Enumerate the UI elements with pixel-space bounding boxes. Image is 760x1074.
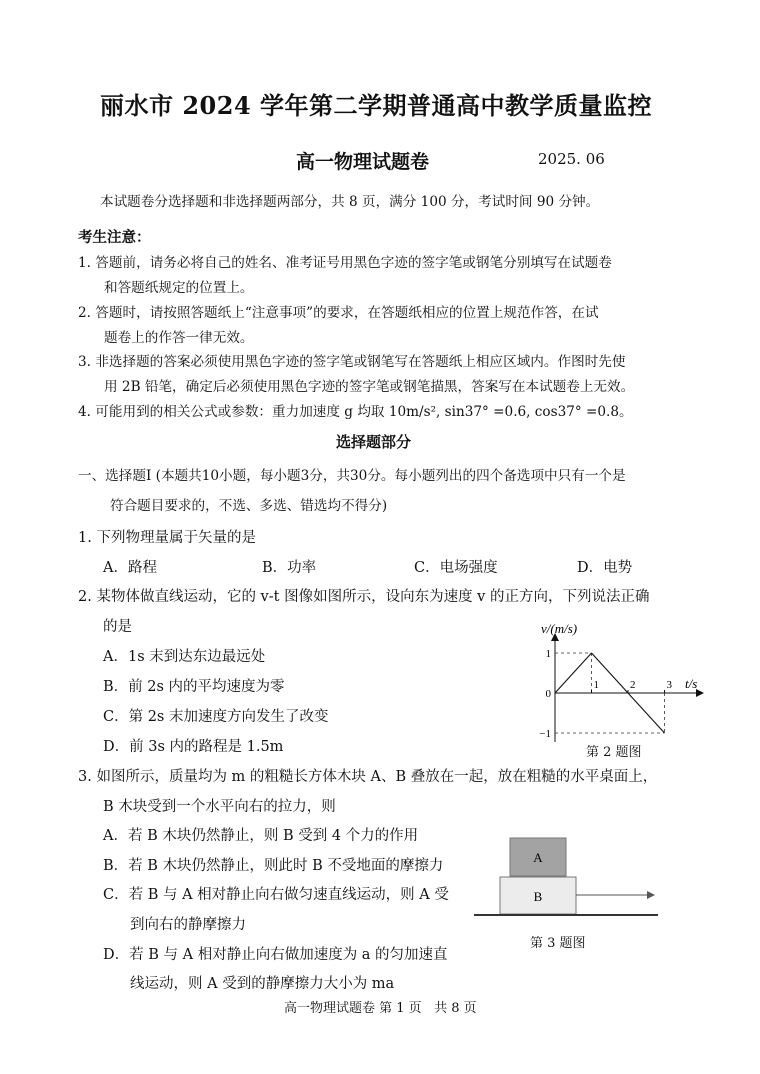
part-heading: 一、选择题I (本题共10小题，每小题3分，共30分。每小题列出的四个备选项中只有一个是 [78,468,626,484]
figure-2-caption: 第 2 题图 [586,745,642,760]
exam-date: 2025. 06 [538,150,605,168]
vt-graph [525,620,715,745]
series-segment [555,653,592,693]
question-2-option-a: A．1s 末到达东边最远处 [103,649,266,665]
question-3-option-c: C．若 B 与 A 相对静止向右做匀速直线运动，则 A 受 [103,887,449,903]
question-2-option-b: B．前 2s 内的平均速度为零 [103,679,285,695]
question-2-stem: 2. 某物体做直线运动，它的 v-t 图像如图所示，设向东为速度 v 的正方向，下列说法正确 [78,589,650,605]
y-axis-label: v/(m/s) [541,621,578,636]
question-3-stem-cont: B 木块受到一个水平向右的拉力，则 [103,799,336,815]
question-3-option-c-cont: 到向右的静摩擦力 [130,917,246,933]
series-segment [628,693,665,733]
question-1-option-b: B．功率 [262,560,317,576]
question-3-stem: 3. 如图所示，质量均为 m 的粗糙长方体木块 A、B 叠放在一起，放在粗糙的水平桌面上， [78,769,658,785]
x-tick-label: 3 [666,679,672,691]
question-2-option-d: D．前 3s 内的路程是 1.5m [103,739,284,755]
notice-item: 用 2B 铅笔，确定后必须使用黑色字迹的签字笔或钢笔描黑，答案写在本试题卷上无效。 [104,379,635,395]
subject-title: 高一物理试题卷 [296,151,430,173]
figure-3-caption: 第 3 题图 [530,936,586,951]
notice-item: 题卷上的作答一律无效。 [104,330,254,346]
notice-item: 和答题纸规定的位置上。 [104,280,254,296]
y-tick-label: 1 [545,648,551,660]
part-heading-cont: 符合题目要求的，不选、多选、错选均不得分) [110,498,388,514]
question-3-option-d-cont: 线运动，则 A 受到的静摩擦力大小为 ma [130,976,395,992]
y-tick-label: −1 [539,728,551,740]
x-tick-label: 1 [593,679,599,691]
x-tick-label: 2 [630,679,636,691]
page-footer: 高一物理试题卷 第 1 页 共 8 页 [284,1001,477,1016]
x-axis-label: t/s [685,676,698,691]
question-2-stem-cont: 的是 [103,619,132,635]
notice-item: 4. 可能用到的相关公式或参数：重力加速度 g 均取 10m/s², sin37° =0.6, cos37° =0.8。 [78,404,633,420]
notice-item: 1. 答题前，请务必将自己的姓名、准考证号用黑色字迹的签字笔或钢笔分别填写在试题卷 [78,255,612,271]
intro-text: 本试题卷分选择题和非选择题两部分，共 8 页，满分 100 分，考试时间 90 分钟。 [100,194,600,210]
question-1-option-a: A．路程 [103,560,157,576]
question-1-option-c: C．电场强度 [414,560,498,576]
notice-heading: 考生注意： [78,230,151,246]
block-b-label: B [533,889,543,904]
notice-item: 2. 答题时，请按照答题纸上“注意事项”的要求，在答题纸相应的位置上规范作答，在试 [78,305,599,321]
block-a-label: A [533,850,543,865]
question-1-stem: 1. 下列物理量属于矢量的是 [78,530,256,546]
y-tick-label: 0 [545,688,551,700]
question-3-option-d: D．若 B 与 A 相对静止向右做加速度为 a 的匀加速直 [103,947,448,963]
blocks-diagram [470,835,670,925]
notice-item: 3. 非选择题的答案必须使用黑色字迹的签字笔或钢笔写在答题纸上相应区域内。作图时先使 [78,354,626,370]
question-3-option-b: B．若 B 木块仍然静止，则此时 B 不受地面的摩擦力 [103,858,444,874]
question-2-option-c: C．第 2s 末加速度方向发生了改变 [103,709,329,725]
section-title: 选择题部分 [336,433,412,451]
exam-title: 丽水市 2024 学年第二学期普通高中教学质量监控 [100,91,653,120]
question-3-option-a: A．若 B 木块仍然静止，则 B 受到 4 个力的作用 [103,828,419,844]
question-1-option-d: D．电势 [577,560,633,576]
